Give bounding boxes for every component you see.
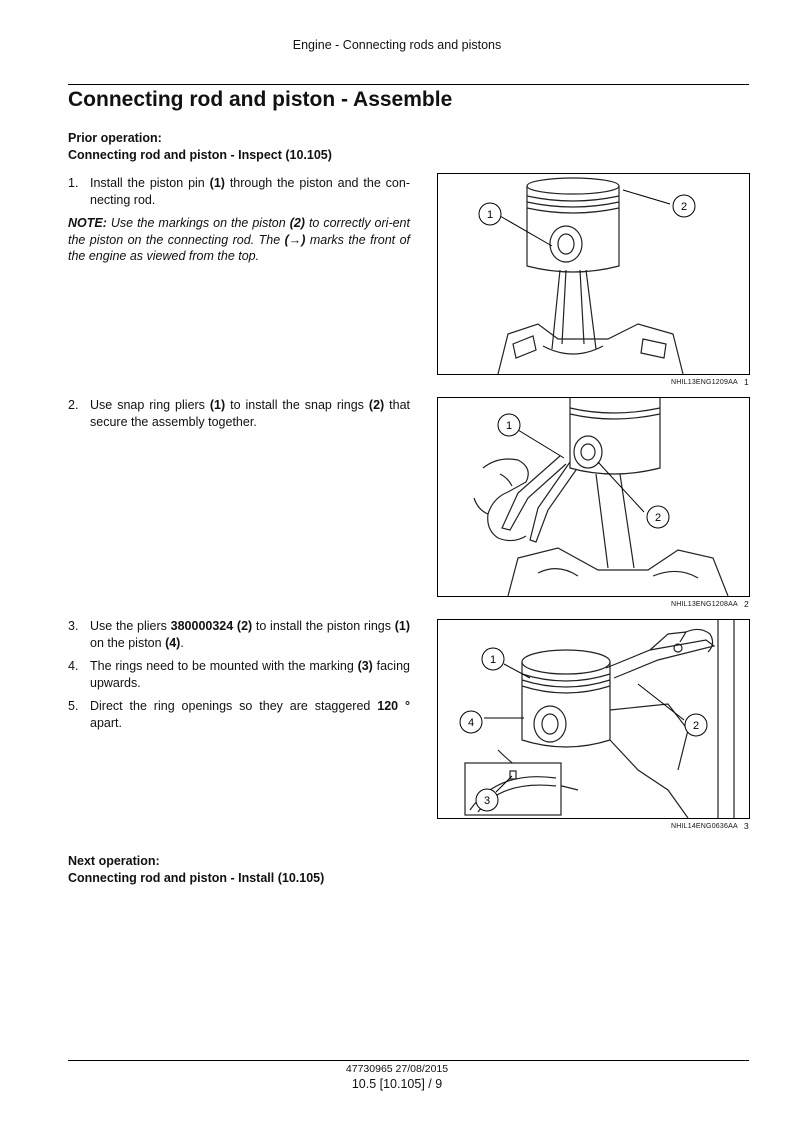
svg-text:2: 2 [680,201,688,213]
step-2-block [68,397,410,430]
next-operation-label: Next operation: [68,854,160,868]
figure-3-piston-rings [437,619,750,819]
step-number: 3. [68,619,79,633]
svg-text:3: 3 [483,795,491,807]
page-title: Connecting rod and piston - Assemble [68,88,453,111]
figure-1-piston-pin [437,173,750,375]
step-5: 5. Direct the ring openings so they are staggered 120 ° apart. [68,699,410,730]
figure-1-caption: NHIL13ENG1209AA [671,379,738,386]
header-rule [68,84,749,85]
step-number: 4. [68,659,79,673]
step-number: 5. [68,699,79,713]
footer-rule [68,1060,749,1061]
step-2: 2. Use snap ring pliers (1) to install the snap rings (2) that secure the assembly together. [68,398,410,429]
running-header: Engine - Connecting rods and pistons [292,38,502,52]
figure-2-caption: NHIL13ENG1208AA [671,601,738,608]
figure-2-snap-rings [437,397,750,597]
svg-text:1: 1 [489,654,497,666]
step-1-block [68,175,410,265]
note: NOTE: Use the markings on the piston (2) to correctly ori-ent the piston on the connecting rod. The (→) marks the front of the engine as viewed from the top. [68,216,410,263]
step-number: 1. [68,176,79,190]
figure-2-number: 2 [744,599,749,609]
svg-text:2: 2 [692,720,700,732]
figure-3-caption: NHIL14ENG0636AA [671,823,738,830]
figure-1-number: 1 [744,377,749,387]
footer-page-ref: 10.5 [10.105] / 9 [351,1077,443,1091]
svg-text:1: 1 [505,420,513,432]
step-number: 2. [68,398,79,412]
svg-text:1: 1 [486,209,494,221]
prior-operation-label: Prior operation: [68,131,162,145]
svg-text:4: 4 [467,717,475,729]
figure-3-number: 3 [744,821,749,831]
svg-text:2: 2 [654,512,662,524]
prior-operation-link[interactable]: Connecting rod and piston - Inspect (10.105) [68,148,332,162]
figure-1-callouts [438,174,749,374]
footer-doc-ref: 47730965 27/08/2015 [345,1063,449,1075]
step-1: 1. Install the piston pin (1) through the piston and the con-necting rod. [68,176,410,207]
next-operation-link[interactable]: Connecting rod and piston - Install (10.105) [68,871,325,885]
note-label: NOTE: [68,216,107,230]
steps-3-5-block [68,618,410,731]
figure-3-callouts [438,620,749,818]
step-3: 3. Use the pliers 380000324 (2) to install the piston rings (1) on the piston (4). [68,619,410,650]
figure-2-callouts [438,398,749,596]
step-4: 4. The rings need to be mounted with the marking (3) facing upwards. [68,659,410,690]
